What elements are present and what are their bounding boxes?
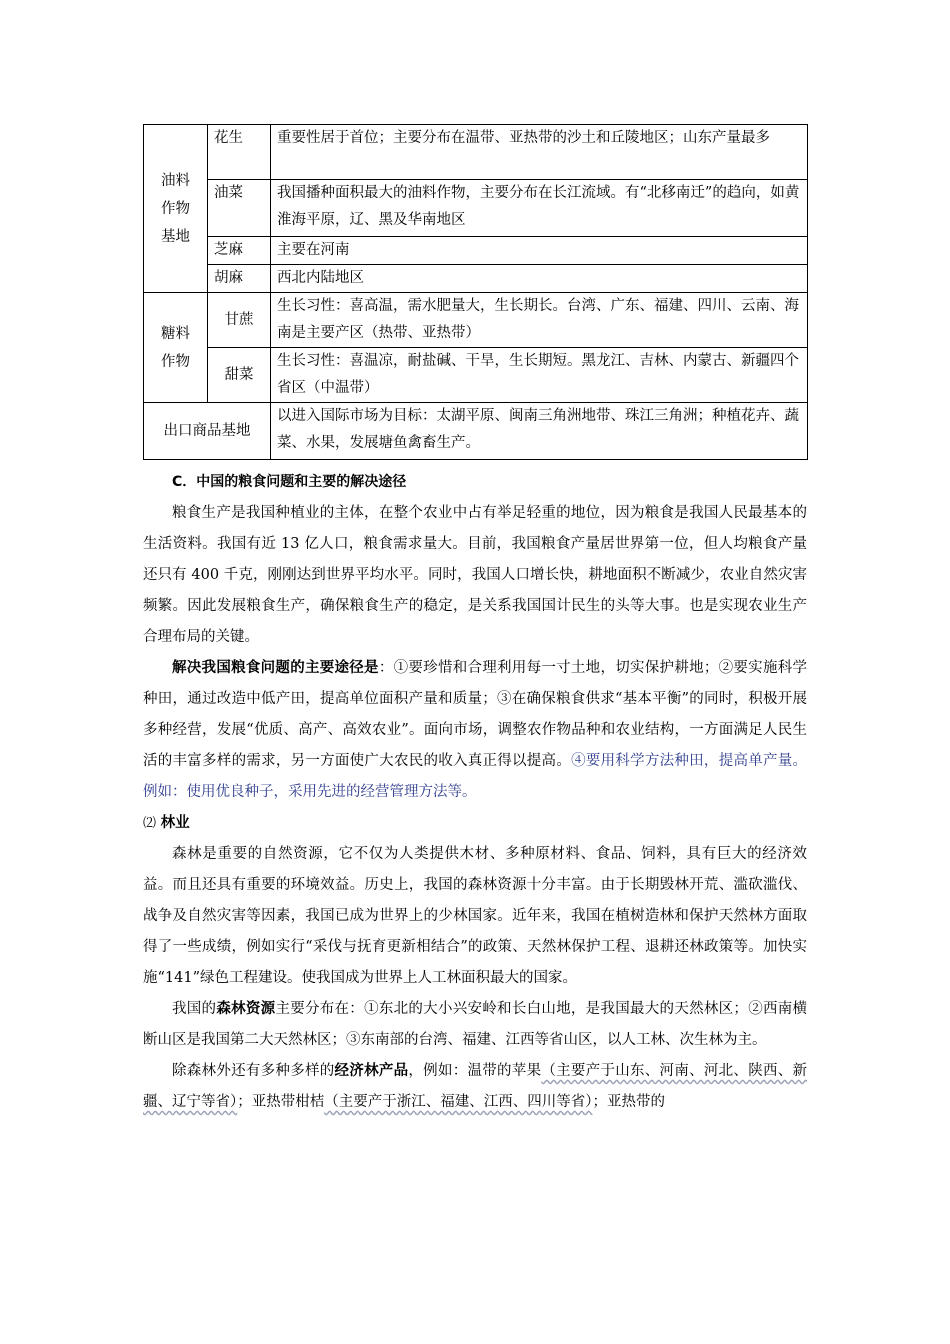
paragraph-text: 主要分布在：①东北的大小兴安岭和长白山地，是我国最大的天然林区；②西南横断山区是我国第二大天然林区；③东南部的台湾、福建、江西等省山区，以人工林、次生林为主。 — [143, 1001, 808, 1048]
table-row — [144, 293, 808, 348]
export-base-label-cell: 出口商品基地 — [144, 403, 271, 460]
paragraph-text: ；亚热带柑桔 — [237, 1094, 325, 1110]
paragraph-text: ：①要珍惜和合理利用每一寸土地，切实保护耕地；②要实施科学种田，通过改造中低产田，提高单位面积产量和质量；③在确保粮食供求“基本平衡”的同时，积极开展多种经营，发展“优质、高产、高效农业”。面向市场，调整农作物品种和农业结构，一方面满足人民生活的丰富多样的需求，另一方面使广大农民的收入真正得以提高。 — [143, 660, 808, 769]
table-row — [144, 265, 808, 293]
paragraph: 粮食生产是我国种植业的主体，在整个农业中占有举足轻重的地位，因为粮食是我国人民最基本的生活资料。我国有近 13 亿人口，粮食需求量大。目前，我国粮食产量居世界第一位，但人均粮食产量还只有 400 千克，刚刚达到世界平均水平。同时，我国人口增长快，耕地面积不断减少，农业自然灾害频繁。因此发展粮食生产，确保粮食生产的稳定，是关系我国国计民生的头等大事。也是实现农业生产合理布局的关键。 — [143, 505, 807, 645]
forestry-heading — [143, 808, 807, 839]
crop-base-table — [143, 124, 808, 460]
paragraph-text: ，例如：温带的苹果 — [408, 1063, 542, 1079]
crop-desc-cell: 生长习性：喜高温，需水肥量大，生长期长。台湾、广东、福建、四川、云南、海南是主要产区（热带、亚热带） — [271, 293, 808, 348]
paragraph-text: 除森林外还有多种多样的 — [172, 1063, 335, 1079]
section-c-heading: C．中国的粮食问题和主要的解决途径 — [172, 474, 407, 490]
paragraph: 森林是重要的自然资源，它不仅为人类提供木材、多种原材料、食品、饲料，具有巨大的经济效益。而且还具有重要的环境效益。历史上，我国的森林资源十分丰富。由于长期毁林开荒、滥砍滥伐、战争及自然灾害等因素，我国已成为世界上的少林国家。近年来，我国在植树造林和保护天然林方面取得了一些成绩，例如实行“采伐与抚育更新相结合”的政策、天然林保护工程、退耕还林政策等。加快实施“141”绿色工程建设。使我国成为世界上人工林面积最大的国家。 — [143, 846, 807, 986]
highlighted-text: ④要用科学方法种田，提高单产量。例如：使用优良种子，采用先进的经营管理方法等。 — [143, 753, 807, 800]
crop-desc-cell: 生长习性：喜温凉，耐盐碱、干旱，生长期短。黑龙江、吉林、内蒙古、新疆四个省区（中温带） — [271, 348, 808, 403]
paragraph-text: ；亚热带的 — [592, 1094, 665, 1110]
crop-name-cell: 甜菜 — [208, 348, 271, 403]
paragraph-text: 我国的 — [172, 1001, 217, 1017]
export-base-desc-cell: 以进入国际市场为目标：太湖平原、闽南三角洲地带、珠江三角洲；种植花卉、蔬菜、水果，发展塘鱼禽畜生产。 — [271, 403, 808, 460]
crop-name-cell: 油菜 — [208, 180, 271, 237]
paragraph — [143, 653, 807, 808]
bold-phrase: 经济林产品 — [334, 1063, 409, 1079]
sugar-crop-group-cell — [144, 293, 208, 403]
paragraph — [143, 1056, 807, 1118]
wavy-underlined-text: （主要产于山东、河南、河北、陕西、新疆、辽宁等省） — [143, 1063, 808, 1110]
table-row — [144, 403, 808, 460]
bold-phrase: 解决我国粮食问题的主要途径是 — [172, 660, 379, 676]
crop-desc-cell: 西北内陆地区 — [271, 265, 808, 293]
sugar-crop-group-label: 糖料 作物 — [161, 325, 190, 370]
table-row — [144, 125, 808, 180]
paragraph — [143, 994, 807, 1056]
table-row — [144, 237, 808, 265]
crop-name-cell: 胡麻 — [208, 265, 271, 293]
crop-desc-cell: 我国播种面积最大的油料作物，主要分布在长江流域。有“北移南迁”的趋向，如黄淮海平原，辽、黑及华南地区 — [271, 180, 808, 237]
table-row — [144, 180, 808, 237]
crop-desc-cell: 重要性居于首位；主要分布在温带、亚热带的沙土和丘陵地区；山东产量最多 — [271, 125, 808, 180]
bold-phrase: 森林资源 — [216, 1001, 276, 1017]
heading-text: 林业 — [160, 815, 190, 831]
crop-desc-cell: 主要在河南 — [271, 237, 808, 265]
oil-crop-group-label: 油料 作物 基地 — [161, 172, 190, 245]
body-text — [143, 467, 807, 1118]
heading-number: ⑵ — [143, 816, 157, 831]
crop-name-cell: 芝麻 — [208, 237, 271, 265]
wavy-underlined-text: （主要产于浙江、福建、江西、四川等省） — [324, 1094, 593, 1110]
oil-crop-group-cell — [144, 125, 208, 293]
crop-name-cell: 甘蔗 — [208, 293, 271, 348]
crop-name-cell: 花生 — [208, 125, 271, 180]
table-row — [144, 348, 808, 403]
